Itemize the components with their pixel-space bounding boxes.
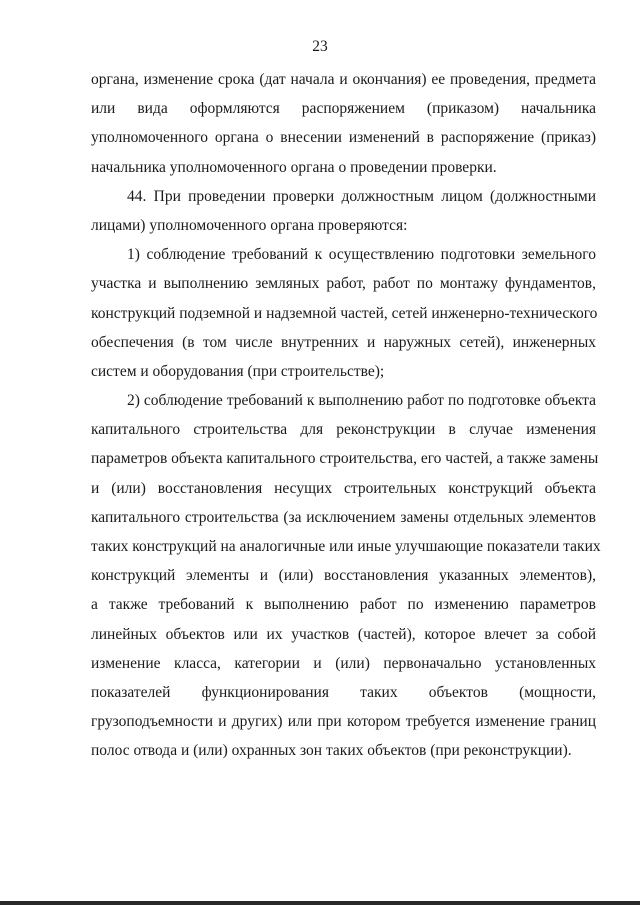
- item-2-line-6: таких конструкций на аналогичные или иные улучшающие показатели таких: [91, 538, 601, 555]
- item-1-line-3: конструкций подземной и надземной частей, сетей инженерно-технического: [91, 304, 598, 322]
- item-2-line-8: а также требований к выполнению работ по изменению параметров: [91, 596, 596, 614]
- item-2-line-12: грузоподъемности и других) или при котором требуется изменение границ: [91, 713, 596, 731]
- item-1-line-4: обеспечения (в том числе внутренних и наружных сетей), инженерных: [91, 333, 596, 351]
- item-1-line-5: систем и оборудования (при строительстве);: [91, 362, 385, 380]
- item-1-line-2: участка и выполнению земляных работ, работ по монтажу фундаментов,: [91, 275, 596, 293]
- item-2-line-13: полос отвода и (или) охранных зон таких объектов (при реконструкции).: [91, 742, 572, 760]
- item-2-line-2: капитального строительства для реконструкции в случае изменения: [91, 421, 596, 439]
- item-2-line-11: показателей функционирования таких объектов (мощности,: [91, 683, 596, 701]
- item-2-line-10: изменение класса, категории и (или) первоначально установленных: [91, 654, 596, 672]
- item-2-line-5: капитального строительства (за исключением замены отдельных элементов: [91, 508, 596, 526]
- item-2-line-9: линейных объектов или их участков (частей), которое влечет за собой: [91, 625, 596, 643]
- document-body: [91, 65, 601, 766]
- item-2-line-7: конструкций элементы и (или) восстановления указанных элементов),: [91, 567, 596, 585]
- paragraph-44-line-2: лицами) уполномоченного органа проверяются:: [91, 216, 408, 234]
- item-2-line-4: и (или) восстановления несущих строительных конструкций объекта: [91, 479, 596, 497]
- text-line-3: уполномоченного органа о внесении изменений в распоряжение (приказ): [91, 129, 596, 147]
- item-2-line-1: 2) соблюдение требований к выполнению работ по подготовке объекта: [127, 392, 596, 410]
- text-line-2: или вида оформляются распоряжением (приказом) начальника: [91, 100, 596, 118]
- scan-bottom-edge: [0, 901, 640, 905]
- text-line-4: начальника уполномоченного органа о проведении проверки.: [91, 158, 497, 176]
- paragraph-44-line-1: 44. При проведении проверки должностным лицом (должностными: [127, 187, 596, 205]
- text-line-1: органа, изменение срока (дат начала и окончания) ее проведения, предмета: [91, 71, 596, 88]
- page-number: 23: [312, 38, 328, 55]
- item-1-line-1: 1) соблюдение требований к осуществлению подготовки земельного: [127, 246, 596, 264]
- item-2-line-3: параметров объекта капитального строительства, его частей, а также замены: [91, 450, 599, 468]
